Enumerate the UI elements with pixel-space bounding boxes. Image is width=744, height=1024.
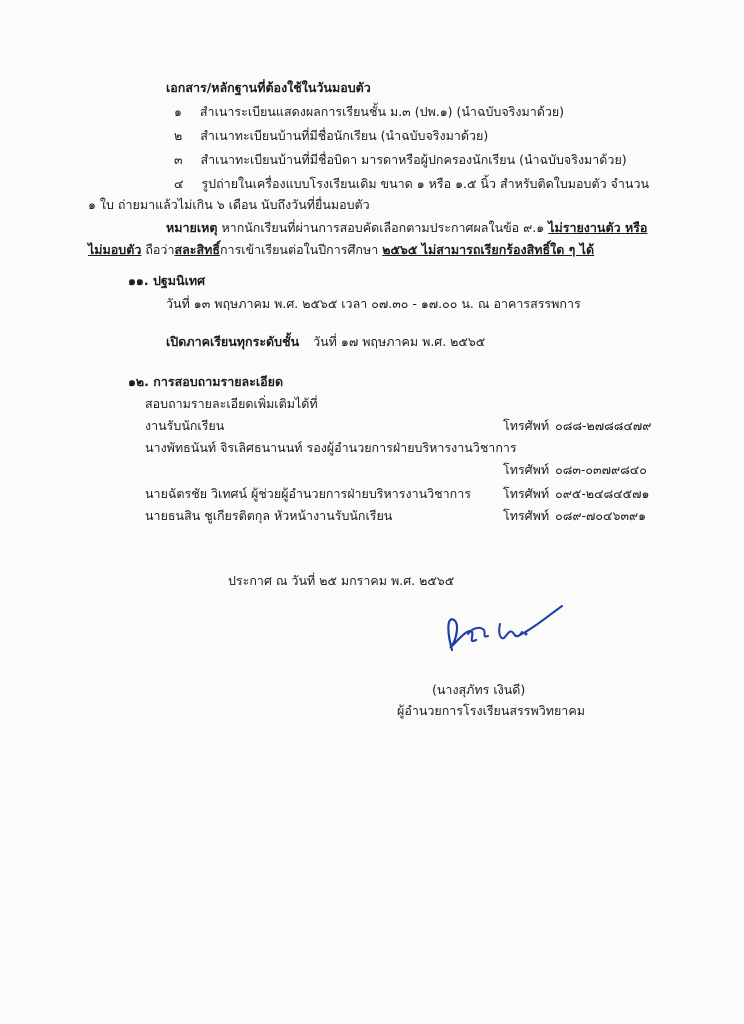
note-label: หมายเหตุ <box>166 220 218 235</box>
contact-phone <box>503 508 646 524</box>
item-text: สำเนาทะเบียนบ้านที่มีชื่อนักเรียน (นำฉบับจริงมาด้วย) <box>200 128 489 143</box>
semester-open-date: วันที่ ๑๗ พฤษภาคม พ.ศ. ๒๕๖๕ <box>313 334 486 349</box>
item-number: ๑ <box>174 104 182 119</box>
item-text: รูปถ่ายในเครื่องแบบโรงเรียนเดิม ขนาด ๑ หรือ ๑.๕ นิ้ว สำหรับติดใบมอบตัว จำนวน <box>201 176 650 191</box>
contact-phone <box>503 418 651 434</box>
note-line-2 <box>88 242 594 258</box>
section-12-heading: ๑๒. การสอบถามรายละเอียด <box>128 374 284 389</box>
item-text: สำเนาระเบียนแสดงผลการเรียนชั้น ม.๓ (ปพ.๑) (นำฉบับจริงมาด้วย) <box>199 104 565 119</box>
item-number: ๒ <box>174 128 183 143</box>
phone-label: โทรศัพท์ <box>503 418 550 433</box>
semester-open-label: เปิดภาคเรียนทุกระดับชั้น <box>166 334 300 349</box>
document-item-4 <box>174 176 649 192</box>
contact-name: นายธนสิน ชูเกียรติตกุล หัวหน้างานรับนักเรียน <box>145 508 393 523</box>
note-line-1 <box>166 220 647 236</box>
phone-label: โทรศัพท์ <box>503 486 550 501</box>
contact-phone <box>503 486 649 502</box>
note-emphasis: สละสิทธิ์ <box>174 242 220 257</box>
note-emphasis: ไม่มอบตัว <box>88 242 142 257</box>
signatory-name: (นางสุภัทร เงินดี) <box>432 682 526 697</box>
note-text: ถือว่า <box>145 242 175 257</box>
note-text: หากนักเรียนที่ผ่านการสอบคัดเลือกตามประกาศผลในข้อ ๙.๑ <box>221 220 545 235</box>
note-emphasis: ไม่รายงานตัว หรือ <box>548 220 648 235</box>
signature-image <box>438 598 568 662</box>
phone-label: โทรศัพท์ <box>503 462 550 477</box>
contact-name: งานรับนักเรียน <box>145 418 225 433</box>
signatory-position: ผู้อำนวยการโรงเรียนสรรพวิทยาคม <box>397 703 585 718</box>
item-number: ๓ <box>174 152 183 167</box>
item-number: ๔ <box>174 176 184 191</box>
announcement-date: ประกาศ ณ วันที่ ๒๕ มกราคม พ.ศ. ๒๕๖๕ <box>228 573 455 588</box>
note-emphasis: ๒๕๖๕ ไม่สามารถเรียกร้องสิทธิ์ใด ๆ ได้ <box>382 242 595 257</box>
phone-label: โทรศัพท์ <box>503 508 550 523</box>
document-item-2 <box>174 128 488 144</box>
orientation-line: วันที่ ๑๓ พฤษภาคม พ.ศ. ๒๕๖๕ เวลา ๐๗.๓๐ - ๑๗.๐๐ น. ณ อาคารสรรพการ <box>166 296 581 311</box>
item-text: สำเนาทะเบียนบ้านที่มีชื่อบิดา มารดาหรือผู้ปกครองนักเรียน (นำฉบับจริงมาด้วย) <box>200 152 627 167</box>
document-item-3 <box>174 152 627 168</box>
documents-heading: เอกสาร/หลักฐานที่ต้องใช้ในวันมอบตัว <box>166 80 371 95</box>
contact-intro: สอบถามรายละเอียดเพิ่มเติมได้ที่ <box>145 396 318 411</box>
document-item-4-continued: ๑ ใบ ถ่ายมาแล้วไม่เกิน ๖ เดือน นับถึงวันที่ยื่นมอบตัว <box>88 197 370 212</box>
semester-open-line <box>166 334 485 350</box>
contact-name: นางพัทธนันท์ จิรเลิศธนานนท์ รองผู้อำนวยการฝ่ายบริหารงานวิชาการ <box>145 440 517 455</box>
phone-number: ๐๘๙-๗๐๔๖๓๙๑ <box>555 508 647 523</box>
note-text: การเข้าเรียนต่อในปีการศึกษา <box>219 242 379 257</box>
phone-number: ๐๙๕-๒๔๘๔๕๗๑ <box>555 486 650 501</box>
phone-number: ๐๘๘-๒๗๘๘๔๗๙ <box>555 418 652 433</box>
section-11-heading: ๑๑. ปฐมนิเทศ <box>128 273 206 288</box>
phone-number: ๐๘๓-๐๓๗๙๘๔๐ <box>555 462 647 477</box>
document-item-1 <box>174 104 564 120</box>
contact-phone <box>503 462 647 478</box>
contact-name: นายฉัตรชัย วิเทศน์ ผู้ช่วยผู้อำนวยการฝ่ายบริหารงานวิชาการ <box>145 486 471 501</box>
